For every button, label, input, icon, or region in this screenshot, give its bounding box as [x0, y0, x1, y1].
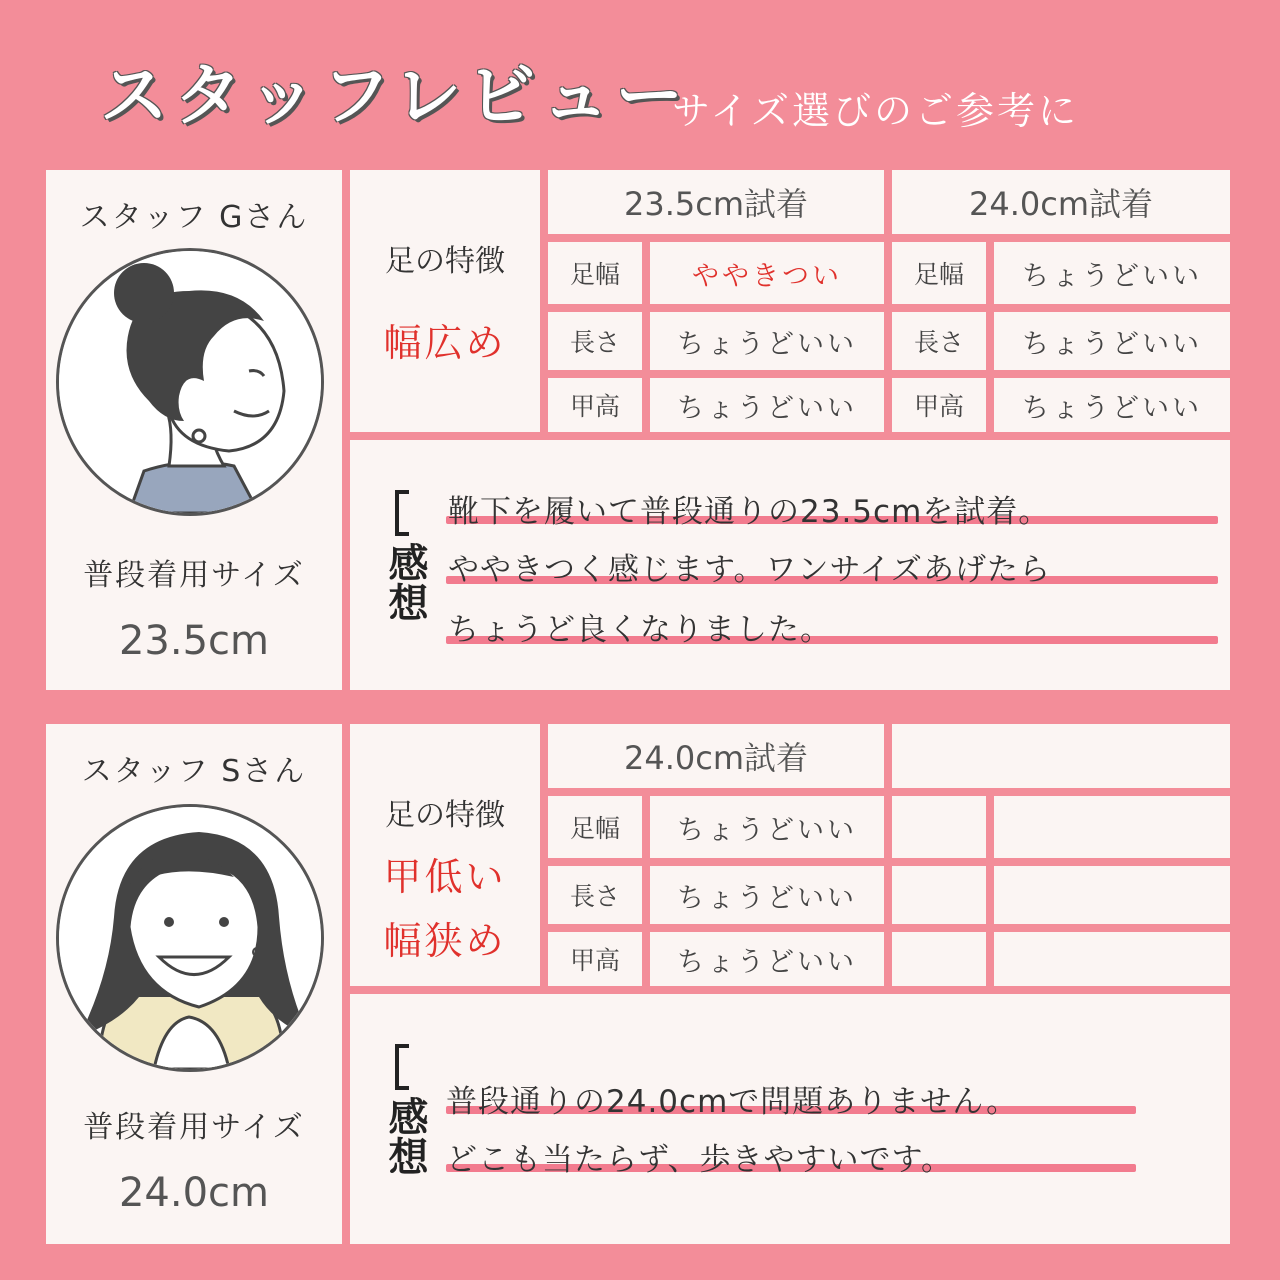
fitting-value: ちょうどいい: [650, 796, 884, 858]
foot-feature-label: 足の特徴: [385, 244, 505, 279]
usual-size-value: 23.5cm: [118, 618, 270, 664]
fitting-key: 長さ: [892, 312, 986, 370]
fitting-header: 24.0cm試着: [548, 724, 884, 788]
page-subtitle: サイズ選びのご参考に: [672, 89, 1079, 133]
usual-size-label: 普段着用サイズ: [83, 1110, 305, 1145]
fitting-value: ちょうどいい: [650, 866, 884, 924]
fitting-value: ちょうどいい: [650, 932, 884, 986]
fitting-key: 足幅: [892, 242, 986, 304]
staff-profile-panel: [46, 724, 342, 1244]
fitting-value: ややきつい: [650, 242, 884, 304]
review-card-s: [46, 724, 1230, 1244]
staff-name: スタッフ Gさん: [79, 200, 309, 235]
empty-cell: [994, 866, 1230, 924]
usual-size-label: 普段着用サイズ: [83, 558, 305, 593]
empty-cell: [892, 932, 986, 986]
impression-panel: [350, 994, 1230, 1244]
impression-label-text: 感想: [382, 542, 428, 622]
staff-illustration-icon: [56, 248, 324, 516]
fitting-value: ちょうどいい: [994, 378, 1230, 432]
empty-cell: [994, 932, 1230, 986]
foot-feature-value: 幅広め: [383, 321, 507, 365]
fitting-key: 甲高: [548, 378, 642, 432]
impression-line: どこも当たらず、歩きやすいです。: [446, 1142, 954, 1178]
impression-panel: [350, 440, 1230, 690]
impression-label-text: 感想: [382, 1096, 428, 1176]
fitting-header: 23.5cm試着: [548, 170, 884, 234]
empty-cell: [892, 796, 986, 858]
fitting-key: 長さ: [548, 312, 642, 370]
fitting-key: 足幅: [548, 242, 642, 304]
foot-feature-panel: [350, 170, 540, 432]
empty-cell: [994, 796, 1230, 858]
usual-size-value: 24.0cm: [118, 1170, 270, 1216]
impression-line: 靴下を履いて普段通りの23.5cmを試着。: [448, 494, 1051, 530]
fitting-key: 甲高: [892, 378, 986, 432]
foot-feature-value: 甲低い: [383, 855, 507, 899]
fitting-key: 足幅: [548, 796, 642, 858]
page-title: スタッフレビュー: [100, 57, 690, 136]
fitting-value: ちょうどいい: [650, 378, 884, 432]
foot-feature-value: 幅狭め: [383, 919, 507, 963]
staff-illustration-icon: [56, 804, 324, 1072]
impression-line: ちょうど良くなりました。: [448, 612, 832, 648]
empty-cell: [892, 866, 986, 924]
fitting-key: 長さ: [548, 866, 642, 924]
impression-line: ややきつく感じます。ワンサイズあげたら: [448, 552, 1052, 588]
fitting-key: 甲高: [548, 932, 642, 986]
impression-line: 普段通りの24.0cmで問題ありません。: [446, 1084, 1019, 1120]
fitting-header: 24.0cm試着: [892, 170, 1230, 234]
staff-profile-panel: [46, 170, 342, 690]
fitting-value: ちょうどいい: [994, 242, 1230, 304]
review-card-g: [46, 170, 1230, 690]
fitting-value: ちょうどいい: [994, 312, 1230, 370]
foot-feature-label: 足の特徴: [385, 798, 505, 833]
avatar: [56, 248, 324, 516]
staff-name: スタッフ Sさん: [81, 754, 307, 789]
fitting-value: ちょうどいい: [650, 312, 884, 370]
empty-cell: [892, 724, 1230, 788]
foot-feature-panel: [350, 724, 540, 986]
avatar: [56, 804, 324, 1072]
